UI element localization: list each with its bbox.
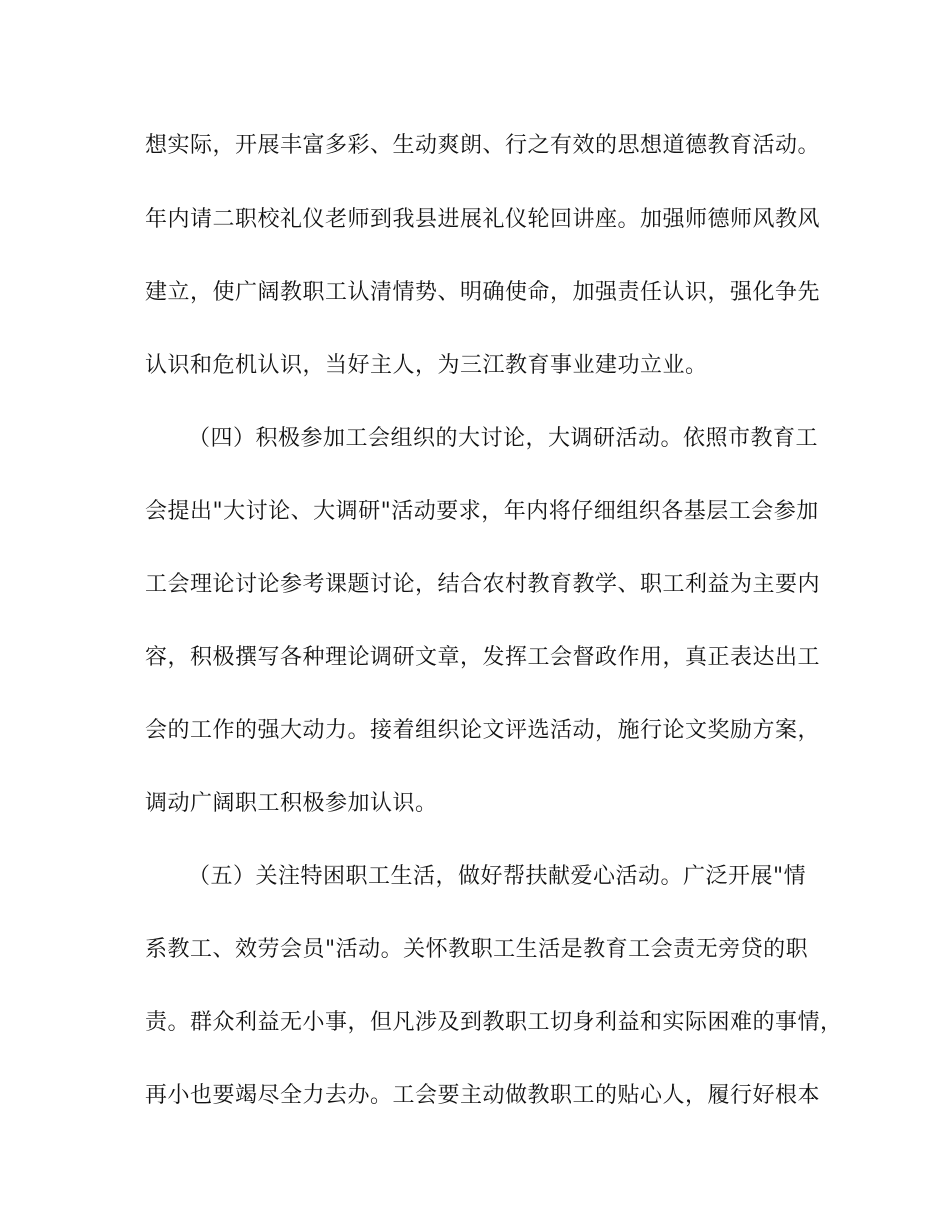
text-line: 工会理论讨论参考课题讨论，结合农村教育教学、职工利益为主要内: [145, 572, 821, 597]
text-line: 再小也要竭尽全力去办。工会要主动做教职工的贴心人，履行好根本: [145, 1083, 821, 1108]
text-line: 责。群众利益无小事，但凡涉及到教职工切身利益和实际困难的事情，: [145, 1010, 843, 1035]
text-line: 调动广阔职工积极参加认识。: [145, 791, 438, 816]
text-line: 会的工作的强大动力。接着组织论文评选活动，施行论文奖励方案，: [145, 718, 821, 743]
text-line: 容，积极撰写各种理论调研文章，发挥工会督政作用，真正表达出工: [145, 645, 821, 670]
text-line: 建立，使广阔教职工认清情势、明确使命，加强责任认识，强化争先: [145, 280, 821, 305]
text-line: 想实际，开展丰富多彩、生动爽朗、行之有效的思想道德教育活动。: [145, 133, 821, 158]
paragraph-start-line: （四）积极参加工会组织的大讨论，大调研活动。依照市教育工: [188, 426, 819, 451]
text-line: 系教工、效劳会员"活动。关怀教职工生活是教育工会责无旁贷的职: [145, 937, 809, 962]
paragraph-start-line: （五）关注特困职工生活，做好帮扶献爱心活动。广泛开展"情: [188, 864, 807, 889]
text-line: 年内请二职校礼仪老师到我县进展礼仪轮回讲座。加强师德师风教风: [145, 207, 821, 232]
text-line: 会提出"大讨论、大调研"活动要求，年内将仔细组织各基层工会参加: [145, 499, 819, 524]
text-line: 认识和危机认识，当好主人，为三江教育事业建功立业。: [145, 353, 708, 378]
